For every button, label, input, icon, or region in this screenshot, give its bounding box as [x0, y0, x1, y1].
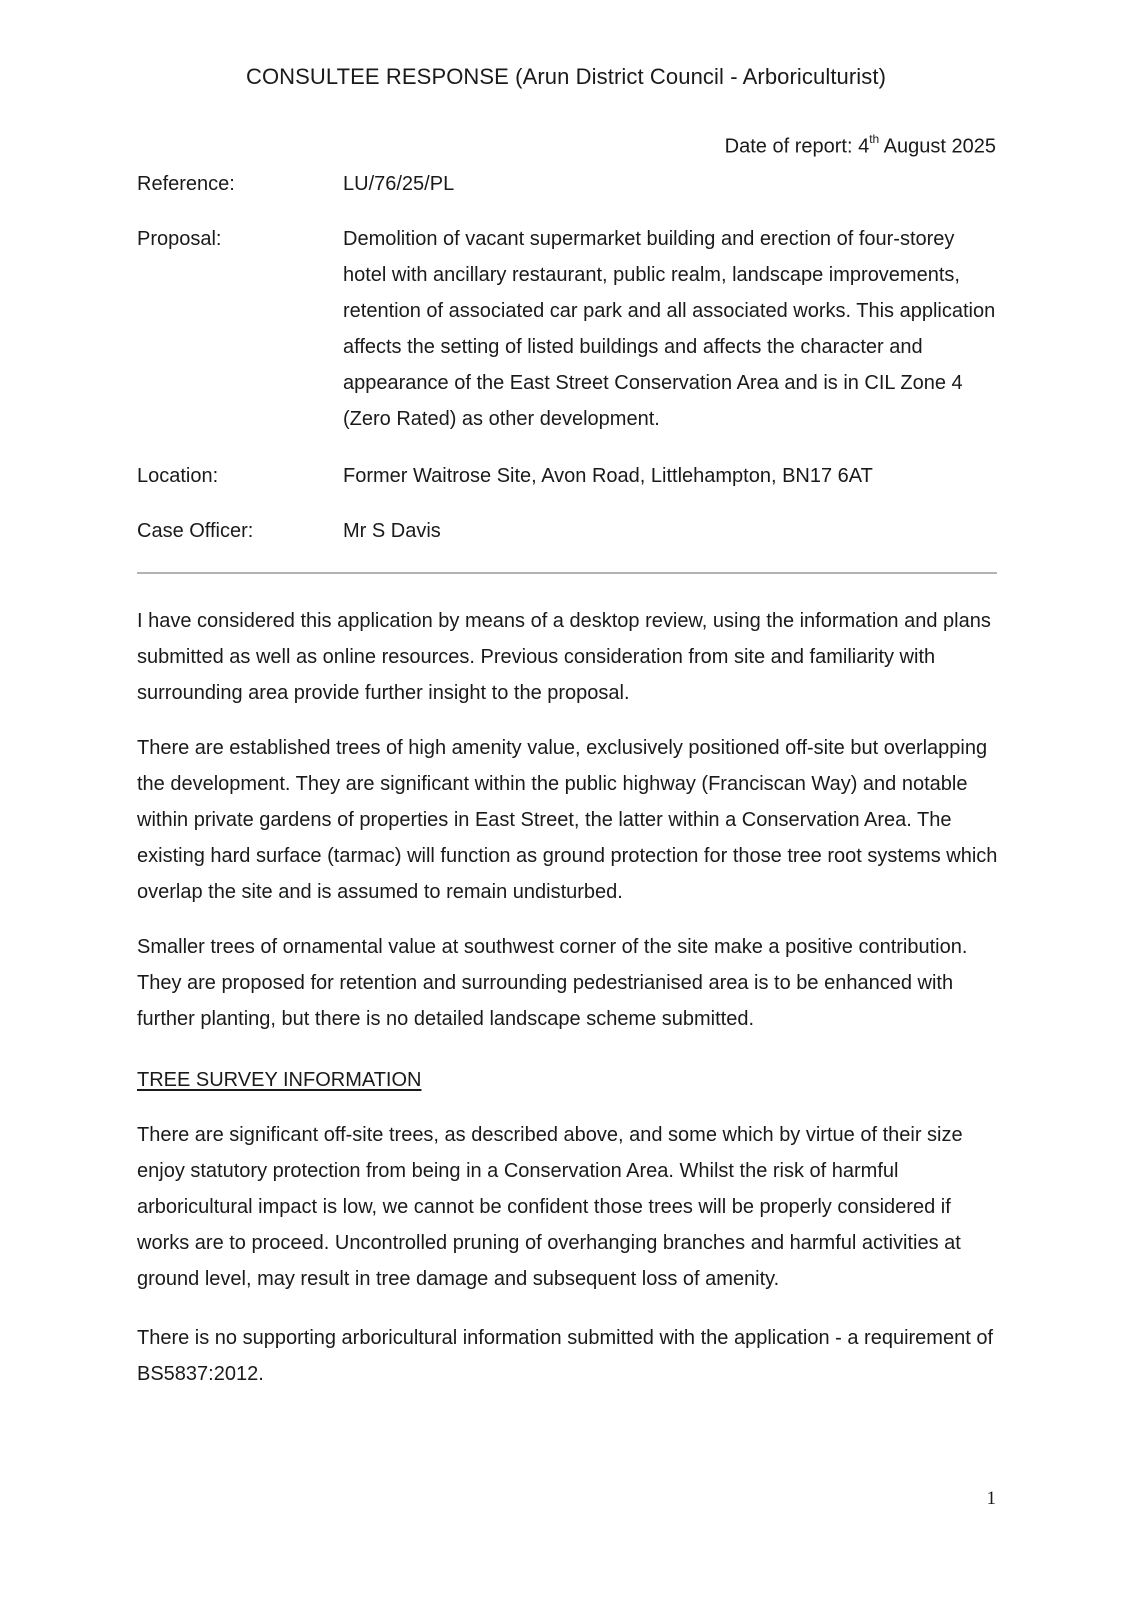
report-date: [725, 134, 996, 159]
page-number: 1: [986, 1488, 996, 1509]
reference-label: Reference:: [137, 173, 235, 195]
reference-row: [137, 166, 997, 202]
reference-value: LU/76/25/PL: [343, 173, 455, 195]
location-row: [137, 458, 997, 494]
paragraph-smaller-trees: [137, 929, 999, 1037]
paragraph-text: I have considered this application by means of a desktop review, using the information and plans submitted as well as online resources. Previous consideration from site and familiarity with surrounding area provide further insight to the proposal.: [137, 610, 991, 704]
paragraph-text: There are established trees of high amenity value, exclusively positioned off-site but overlapping the development. They are significant within the public highway (Franciscan Way) and notable within private gardens of properties in East Street, the latter within a Conservation Area. The existing hard surface (tarmac) will function as ground protection for those tree root systems which overlap the site and is assumed to remain undisturbed.: [137, 737, 998, 903]
paragraph-text: There is no supporting arboricultural information submitted with the application - a requirement of BS5837:2012.: [137, 1327, 993, 1385]
paragraph-desktop-review: [137, 603, 999, 711]
document-title: CONSULTEE RESPONSE (Arun District Council - Arboriculturist): [245, 64, 887, 89]
paragraph-offsite-trees: [137, 1117, 999, 1297]
case-officer-label: Case Officer:: [137, 520, 254, 542]
report-date-prefix: Date of report: 4: [724, 135, 870, 158]
paragraph-text: There are significant off-site trees, as described above, and some which by virtue of their size enjoy statutory protection from being in a Conservation Area. Whilst the risk of harmful arboricultural impact is low, we cannot be confident those trees will be properly considered if works are to proceed. Uncontrolled pruning of overhanging branches and harmful activities at ground level, may result in tree damage and subsequent loss of amenity.: [137, 1124, 963, 1290]
report-date-ordinal: th: [869, 132, 880, 146]
section-heading-tree-survey: TREE SURVEY INFORMATION: [137, 1069, 422, 1091]
paragraph-text: Smaller trees of ornamental value at southwest corner of the site make a positive contribution. They are proposed for retention and surrounding pedestrianised area is to be enhanced with further planting, but there is no detailed landscape scheme submitted.: [137, 936, 968, 1030]
report-date-rest: August 2025: [879, 135, 996, 158]
case-officer-row: [137, 513, 997, 549]
section-divider: [137, 572, 997, 574]
location-label: Location:: [137, 465, 219, 487]
proposal-row: [137, 221, 997, 437]
paragraph-established-trees: [137, 730, 999, 910]
case-officer-value: Mr S Davis: [343, 520, 441, 542]
proposal-value: Demolition of vacant supermarket building and erection of four-storey hotel with ancillary restaurant, public realm, landscape improvements, retention of associated car park and all associated works. This application affects the setting of listed buildings and affects the character and appearance of the East Street Conservation Area and is in CIL Zone 4 (Zero Rated) as other development.: [343, 228, 996, 430]
paragraph-no-supporting-info: [137, 1320, 999, 1392]
proposal-label: Proposal:: [137, 228, 222, 250]
location-value: Former Waitrose Site, Avon Road, Littlehampton, BN17 6AT: [343, 465, 873, 487]
